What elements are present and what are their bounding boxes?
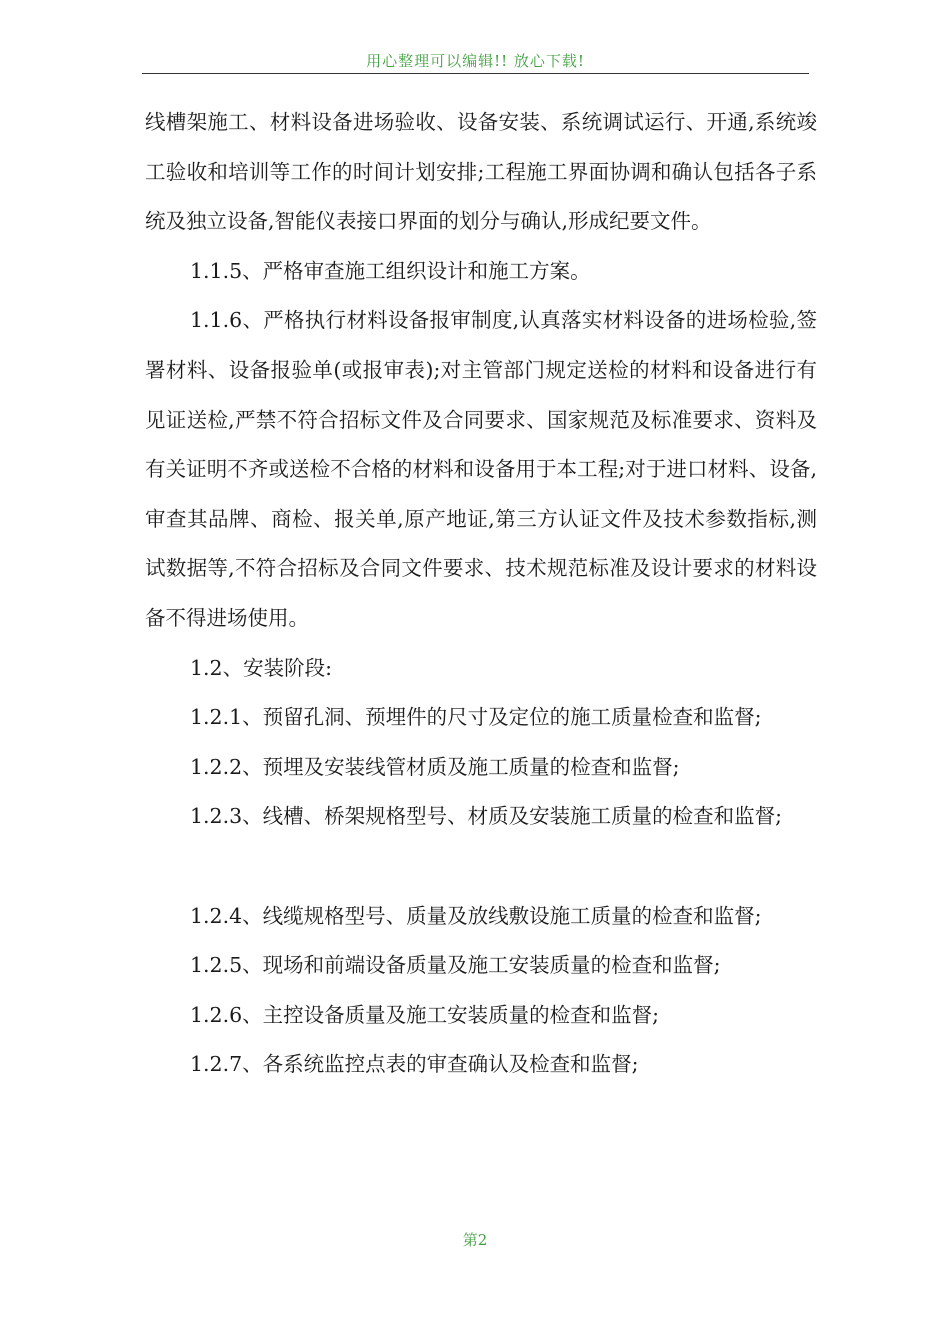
paragraph-1-2-5: 1.2.5、现场和前端设备质量及施工安装质量的检查和监督; <box>190 953 721 978</box>
paragraph-continuation: 线槽架施工、材料设备进场验收、设备安装、系统调试运行、开通,系统竣工验收和培训等工作的时间计划安排;工程施工界面协调和确认包括各子系统及独立设备,智能仪表接口界面的划分与确认,形成纪要文件。 <box>145 110 817 234</box>
page-header: 用心整理可以编辑!! 放心下载! <box>366 52 585 70</box>
paragraph-1-1-5: 1.1.5、严格审查施工组织设计和施工方案。 <box>190 258 591 283</box>
paragraph-1-2-4: 1.2.4、线缆规格型号、质量及放线敷设施工质量的检查和监督; <box>190 903 762 928</box>
blank-line <box>145 842 817 892</box>
header-divider <box>142 73 809 74</box>
paragraph-1-1-6: 1.1.6、严格执行材料设备报审制度,认真落实材料设备的进场检验,签署材料、设备报验单(或报审表);对主管部门规定送检的材料和设备进行有见证送检,严禁不符合招标文件及合同要求、国家规范及标准要求、资料及有关证明不齐或送检不合格的材料和设备用于本工程;对于进口材料、设备,审查其品牌、商检、报关单,原产地证,第三方认证文件及技术参数指标,测试数据等,不符合招标及合同文件要求、技术规范标准及设计要求的材料设备不得进场使用。 <box>145 308 817 630</box>
paragraph-1-2-2: 1.2.2、预埋及安装线管材质及施工质量的检查和监督; <box>190 754 680 779</box>
section-heading-1-2: 1.2、安装阶段: <box>190 655 333 680</box>
paragraph-1-2-7: 1.2.7、各系统监控点表的审查确认及检查和监督; <box>190 1052 639 1077</box>
paragraph-1-2-1: 1.2.1、预留孔洞、预埋件的尺寸及定位的施工质量检查和监督; <box>190 705 762 730</box>
paragraph-1-2-3: 1.2.3、线槽、桥架规格型号、材质及安装施工质量的检查和监督; <box>190 804 783 829</box>
paragraph-1-2-6: 1.2.6、主控设备质量及施工安装质量的检查和监督; <box>190 1002 660 1027</box>
document-body <box>145 98 817 1090</box>
page-number: 第2 <box>462 1231 488 1249</box>
